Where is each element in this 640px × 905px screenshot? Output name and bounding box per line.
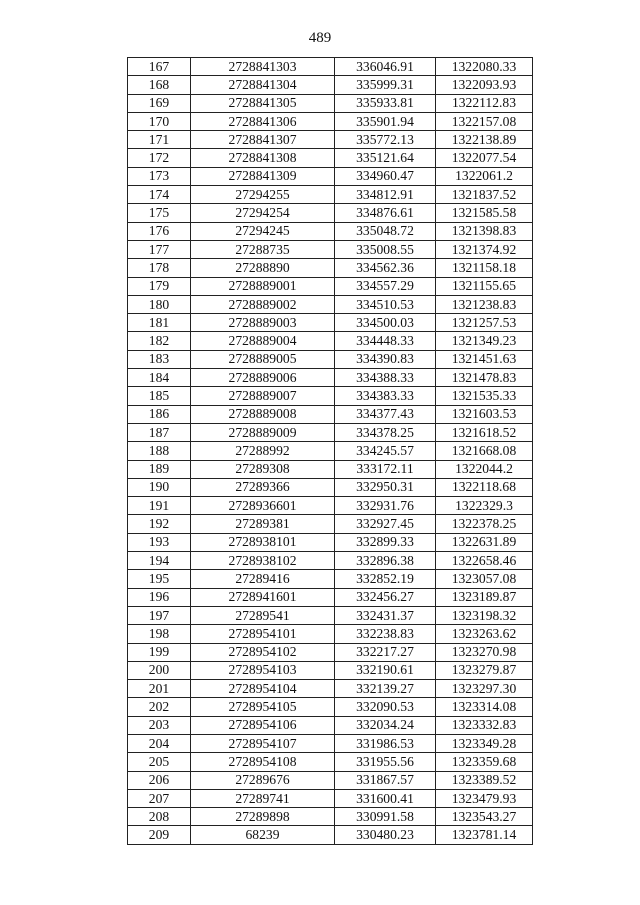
x-coordinate-cell: 334562.36 bbox=[335, 259, 436, 277]
table-row bbox=[128, 167, 533, 185]
y-coordinate-cell: 1323270.98 bbox=[436, 643, 533, 661]
table-row bbox=[128, 204, 533, 222]
row-number-cell: 205 bbox=[128, 753, 191, 771]
x-coordinate-cell: 332190.61 bbox=[335, 661, 436, 679]
x-coordinate-cell: 334960.47 bbox=[335, 167, 436, 185]
row-number-cell: 203 bbox=[128, 716, 191, 734]
point-code-cell: 2728954101 bbox=[191, 625, 335, 643]
x-coordinate-cell: 334876.61 bbox=[335, 204, 436, 222]
point-code-cell: 2728889007 bbox=[191, 387, 335, 405]
row-number-cell: 204 bbox=[128, 734, 191, 752]
table-row bbox=[128, 661, 533, 679]
row-number-cell: 167 bbox=[128, 58, 191, 76]
point-code-cell: 2728938101 bbox=[191, 533, 335, 551]
table-row bbox=[128, 533, 533, 551]
y-coordinate-cell: 1322118.68 bbox=[436, 478, 533, 496]
table-row bbox=[128, 314, 533, 332]
x-coordinate-cell: 332217.27 bbox=[335, 643, 436, 661]
table-row bbox=[128, 332, 533, 350]
point-code-cell: 27289741 bbox=[191, 789, 335, 807]
x-coordinate-cell: 333172.11 bbox=[335, 460, 436, 478]
point-code-cell: 2728954104 bbox=[191, 680, 335, 698]
x-coordinate-cell: 330480.23 bbox=[335, 826, 436, 844]
row-number-cell: 202 bbox=[128, 698, 191, 716]
row-number-cell: 169 bbox=[128, 94, 191, 112]
y-coordinate-cell: 1323543.27 bbox=[436, 808, 533, 826]
x-coordinate-cell: 331867.57 bbox=[335, 771, 436, 789]
y-coordinate-cell: 1323279.87 bbox=[436, 661, 533, 679]
row-number-cell: 181 bbox=[128, 314, 191, 332]
x-coordinate-cell: 334377.43 bbox=[335, 405, 436, 423]
row-number-cell: 174 bbox=[128, 186, 191, 204]
x-coordinate-cell: 332431.37 bbox=[335, 606, 436, 624]
table-row bbox=[128, 808, 533, 826]
x-coordinate-cell: 332090.53 bbox=[335, 698, 436, 716]
y-coordinate-cell: 1323781.14 bbox=[436, 826, 533, 844]
table-row bbox=[128, 423, 533, 441]
x-coordinate-cell: 334500.03 bbox=[335, 314, 436, 332]
row-number-cell: 182 bbox=[128, 332, 191, 350]
row-number-cell: 199 bbox=[128, 643, 191, 661]
row-number-cell: 184 bbox=[128, 369, 191, 387]
row-number-cell: 168 bbox=[128, 76, 191, 94]
y-coordinate-cell: 1323297.30 bbox=[436, 680, 533, 698]
row-number-cell: 209 bbox=[128, 826, 191, 844]
table-row bbox=[128, 497, 533, 515]
table-row bbox=[128, 515, 533, 533]
y-coordinate-cell: 1322080.33 bbox=[436, 58, 533, 76]
row-number-cell: 190 bbox=[128, 478, 191, 496]
x-coordinate-cell: 332950.31 bbox=[335, 478, 436, 496]
y-coordinate-cell: 1321257.53 bbox=[436, 314, 533, 332]
y-coordinate-cell: 1322044.2 bbox=[436, 460, 533, 478]
point-code-cell: 27289381 bbox=[191, 515, 335, 533]
point-code-cell: 27288992 bbox=[191, 442, 335, 460]
table-row bbox=[128, 570, 533, 588]
point-code-cell: 27289366 bbox=[191, 478, 335, 496]
y-coordinate-cell: 1322378.25 bbox=[436, 515, 533, 533]
point-code-cell: 2728938102 bbox=[191, 552, 335, 570]
row-number-cell: 192 bbox=[128, 515, 191, 533]
table-row bbox=[128, 259, 533, 277]
coordinates-table bbox=[127, 57, 533, 845]
y-coordinate-cell: 1321238.83 bbox=[436, 295, 533, 313]
table-row bbox=[128, 186, 533, 204]
x-coordinate-cell: 334812.91 bbox=[335, 186, 436, 204]
table-row bbox=[128, 295, 533, 313]
table-row bbox=[128, 350, 533, 368]
y-coordinate-cell: 1322157.08 bbox=[436, 112, 533, 130]
x-coordinate-cell: 332034.24 bbox=[335, 716, 436, 734]
x-coordinate-cell: 334378.25 bbox=[335, 423, 436, 441]
table-row bbox=[128, 588, 533, 606]
row-number-cell: 198 bbox=[128, 625, 191, 643]
row-number-cell: 207 bbox=[128, 789, 191, 807]
table-row bbox=[128, 789, 533, 807]
table-row bbox=[128, 240, 533, 258]
table-row bbox=[128, 442, 533, 460]
x-coordinate-cell: 334557.29 bbox=[335, 277, 436, 295]
y-coordinate-cell: 1322329.3 bbox=[436, 497, 533, 515]
table-row bbox=[128, 76, 533, 94]
table-row bbox=[128, 716, 533, 734]
table-row bbox=[128, 58, 533, 76]
point-code-cell: 2728841305 bbox=[191, 94, 335, 112]
x-coordinate-cell: 335008.55 bbox=[335, 240, 436, 258]
point-code-cell: 27288890 bbox=[191, 259, 335, 277]
table-row bbox=[128, 753, 533, 771]
table-row bbox=[128, 277, 533, 295]
table-row bbox=[128, 460, 533, 478]
x-coordinate-cell: 335772.13 bbox=[335, 131, 436, 149]
point-code-cell: 2728889003 bbox=[191, 314, 335, 332]
point-code-cell: 2728841303 bbox=[191, 58, 335, 76]
y-coordinate-cell: 1321603.53 bbox=[436, 405, 533, 423]
y-coordinate-cell: 1322112.83 bbox=[436, 94, 533, 112]
point-code-cell: 2728954108 bbox=[191, 753, 335, 771]
row-number-cell: 170 bbox=[128, 112, 191, 130]
table-row bbox=[128, 734, 533, 752]
y-coordinate-cell: 1321668.08 bbox=[436, 442, 533, 460]
point-code-cell: 2728889002 bbox=[191, 295, 335, 313]
point-code-cell: 27289898 bbox=[191, 808, 335, 826]
table-row bbox=[128, 643, 533, 661]
x-coordinate-cell: 332852.19 bbox=[335, 570, 436, 588]
point-code-cell: 2728936601 bbox=[191, 497, 335, 515]
x-coordinate-cell: 335933.81 bbox=[335, 94, 436, 112]
y-coordinate-cell: 1321837.52 bbox=[436, 186, 533, 204]
point-code-cell: 2728954103 bbox=[191, 661, 335, 679]
point-code-cell: 27294255 bbox=[191, 186, 335, 204]
row-number-cell: 171 bbox=[128, 131, 191, 149]
table-row bbox=[128, 112, 533, 130]
y-coordinate-cell: 1322093.93 bbox=[436, 76, 533, 94]
table-row bbox=[128, 606, 533, 624]
table-row bbox=[128, 369, 533, 387]
x-coordinate-cell: 334383.33 bbox=[335, 387, 436, 405]
point-code-cell: 2728954105 bbox=[191, 698, 335, 716]
y-coordinate-cell: 1321535.33 bbox=[436, 387, 533, 405]
table-row bbox=[128, 478, 533, 496]
table-row bbox=[128, 680, 533, 698]
x-coordinate-cell: 331600.41 bbox=[335, 789, 436, 807]
row-number-cell: 177 bbox=[128, 240, 191, 258]
point-code-cell: 2728889006 bbox=[191, 369, 335, 387]
page-number: 489 bbox=[308, 30, 332, 46]
x-coordinate-cell: 332139.27 bbox=[335, 680, 436, 698]
table-row bbox=[128, 149, 533, 167]
point-code-cell: 2728841307 bbox=[191, 131, 335, 149]
y-coordinate-cell: 1322138.89 bbox=[436, 131, 533, 149]
table-row bbox=[128, 771, 533, 789]
y-coordinate-cell: 1323057.08 bbox=[436, 570, 533, 588]
x-coordinate-cell: 331955.56 bbox=[335, 753, 436, 771]
point-code-cell: 68239 bbox=[191, 826, 335, 844]
y-coordinate-cell: 1321374.92 bbox=[436, 240, 533, 258]
row-number-cell: 187 bbox=[128, 423, 191, 441]
point-code-cell: 2728889009 bbox=[191, 423, 335, 441]
row-number-cell: 191 bbox=[128, 497, 191, 515]
y-coordinate-cell: 1323198.32 bbox=[436, 606, 533, 624]
y-coordinate-cell: 1321618.52 bbox=[436, 423, 533, 441]
x-coordinate-cell: 330991.58 bbox=[335, 808, 436, 826]
x-coordinate-cell: 335048.72 bbox=[335, 222, 436, 240]
x-coordinate-cell: 336046.91 bbox=[335, 58, 436, 76]
y-coordinate-cell: 1321398.83 bbox=[436, 222, 533, 240]
table-row bbox=[128, 131, 533, 149]
y-coordinate-cell: 1322658.46 bbox=[436, 552, 533, 570]
table-row bbox=[128, 625, 533, 643]
y-coordinate-cell: 1322061.2 bbox=[436, 167, 533, 185]
table-row bbox=[128, 405, 533, 423]
row-number-cell: 200 bbox=[128, 661, 191, 679]
x-coordinate-cell: 332238.83 bbox=[335, 625, 436, 643]
point-code-cell: 2728841308 bbox=[191, 149, 335, 167]
x-coordinate-cell: 335121.64 bbox=[335, 149, 436, 167]
x-coordinate-cell: 332896.38 bbox=[335, 552, 436, 570]
point-code-cell: 27289308 bbox=[191, 460, 335, 478]
x-coordinate-cell: 335901.94 bbox=[335, 112, 436, 130]
table-row bbox=[128, 94, 533, 112]
row-number-cell: 193 bbox=[128, 533, 191, 551]
row-number-cell: 175 bbox=[128, 204, 191, 222]
row-number-cell: 197 bbox=[128, 606, 191, 624]
y-coordinate-cell: 1321451.63 bbox=[436, 350, 533, 368]
point-code-cell: 2728889005 bbox=[191, 350, 335, 368]
x-coordinate-cell: 334388.33 bbox=[335, 369, 436, 387]
point-code-cell: 2728889004 bbox=[191, 332, 335, 350]
row-number-cell: 196 bbox=[128, 588, 191, 606]
row-number-cell: 188 bbox=[128, 442, 191, 460]
table-row bbox=[128, 698, 533, 716]
x-coordinate-cell: 334448.33 bbox=[335, 332, 436, 350]
y-coordinate-cell: 1323263.62 bbox=[436, 625, 533, 643]
y-coordinate-cell: 1323189.87 bbox=[436, 588, 533, 606]
point-code-cell: 27294254 bbox=[191, 204, 335, 222]
point-code-cell: 27289676 bbox=[191, 771, 335, 789]
y-coordinate-cell: 1323359.68 bbox=[436, 753, 533, 771]
y-coordinate-cell: 1323314.08 bbox=[436, 698, 533, 716]
row-number-cell: 201 bbox=[128, 680, 191, 698]
row-number-cell: 186 bbox=[128, 405, 191, 423]
y-coordinate-cell: 1323332.83 bbox=[436, 716, 533, 734]
row-number-cell: 173 bbox=[128, 167, 191, 185]
x-coordinate-cell: 332927.45 bbox=[335, 515, 436, 533]
point-code-cell: 27289416 bbox=[191, 570, 335, 588]
point-code-cell: 2728889008 bbox=[191, 405, 335, 423]
x-coordinate-cell: 332456.27 bbox=[335, 588, 436, 606]
row-number-cell: 185 bbox=[128, 387, 191, 405]
point-code-cell: 27294245 bbox=[191, 222, 335, 240]
point-code-cell: 27289541 bbox=[191, 606, 335, 624]
point-code-cell: 27288735 bbox=[191, 240, 335, 258]
row-number-cell: 195 bbox=[128, 570, 191, 588]
y-coordinate-cell: 1321478.83 bbox=[436, 369, 533, 387]
x-coordinate-cell: 334390.83 bbox=[335, 350, 436, 368]
x-coordinate-cell: 334245.57 bbox=[335, 442, 436, 460]
y-coordinate-cell: 1321585.58 bbox=[436, 204, 533, 222]
row-number-cell: 179 bbox=[128, 277, 191, 295]
row-number-cell: 189 bbox=[128, 460, 191, 478]
row-number-cell: 172 bbox=[128, 149, 191, 167]
y-coordinate-cell: 1323479.93 bbox=[436, 789, 533, 807]
table-row bbox=[128, 826, 533, 844]
row-number-cell: 194 bbox=[128, 552, 191, 570]
point-code-cell: 2728941601 bbox=[191, 588, 335, 606]
point-code-cell: 2728841306 bbox=[191, 112, 335, 130]
row-number-cell: 183 bbox=[128, 350, 191, 368]
table-row bbox=[128, 552, 533, 570]
point-code-cell: 2728841309 bbox=[191, 167, 335, 185]
table-row bbox=[128, 222, 533, 240]
y-coordinate-cell: 1323389.52 bbox=[436, 771, 533, 789]
x-coordinate-cell: 332899.33 bbox=[335, 533, 436, 551]
point-code-cell: 2728889001 bbox=[191, 277, 335, 295]
row-number-cell: 176 bbox=[128, 222, 191, 240]
point-code-cell: 2728954102 bbox=[191, 643, 335, 661]
x-coordinate-cell: 335999.31 bbox=[335, 76, 436, 94]
y-coordinate-cell: 1323349.28 bbox=[436, 734, 533, 752]
row-number-cell: 208 bbox=[128, 808, 191, 826]
point-code-cell: 2728954107 bbox=[191, 734, 335, 752]
y-coordinate-cell: 1322077.54 bbox=[436, 149, 533, 167]
x-coordinate-cell: 334510.53 bbox=[335, 295, 436, 313]
point-code-cell: 2728954106 bbox=[191, 716, 335, 734]
row-number-cell: 178 bbox=[128, 259, 191, 277]
y-coordinate-cell: 1322631.89 bbox=[436, 533, 533, 551]
point-code-cell: 2728841304 bbox=[191, 76, 335, 94]
y-coordinate-cell: 1321158.18 bbox=[436, 259, 533, 277]
row-number-cell: 206 bbox=[128, 771, 191, 789]
y-coordinate-cell: 1321155.65 bbox=[436, 277, 533, 295]
x-coordinate-cell: 332931.76 bbox=[335, 497, 436, 515]
y-coordinate-cell: 1321349.23 bbox=[436, 332, 533, 350]
x-coordinate-cell: 331986.53 bbox=[335, 734, 436, 752]
table-row bbox=[128, 387, 533, 405]
row-number-cell: 180 bbox=[128, 295, 191, 313]
coordinates-table-body bbox=[128, 58, 533, 845]
